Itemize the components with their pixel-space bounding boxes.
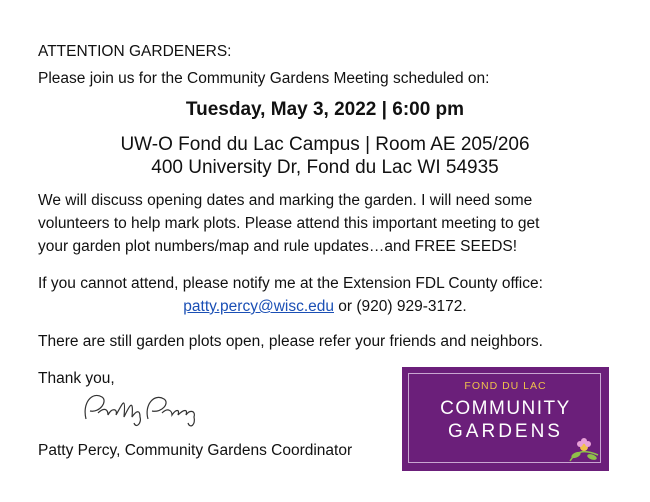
closing-text: Thank you, bbox=[38, 370, 115, 387]
flower-icon bbox=[566, 435, 602, 467]
event-date: Tuesday, May 3, 2022 | 6:00 pm bbox=[185, 99, 465, 120]
signature-name: Patty Percy, Community Gardens Coordinator bbox=[38, 442, 353, 459]
handwritten-signature bbox=[78, 383, 208, 433]
logo-top-text: FOND DU LAC bbox=[464, 380, 547, 392]
community-gardens-logo bbox=[402, 367, 609, 471]
heading: ATTENTION GARDENERS: bbox=[38, 43, 232, 60]
paragraph-line: volunteers to help mark plots. Please attend this important meeting to get bbox=[38, 215, 540, 232]
contact-text: If you cannot attend, please notify me at the Extension FDL County office: bbox=[38, 275, 543, 292]
intro-text: Please join us for the Community Gardens Meeting scheduled on: bbox=[38, 70, 490, 87]
phone-text: or (920) 929-3172. bbox=[334, 298, 467, 315]
venue-line-2: 400 University Dr, Fond du Lac WI 54935 bbox=[151, 157, 499, 178]
paragraph-line: your garden plot numbers/map and rule updates…and FREE SEEDS! bbox=[38, 238, 518, 255]
logo-bottom-text: GARDENS bbox=[448, 421, 563, 442]
venue-line-1: UW-O Fond du Lac Campus | Room AE 205/206 bbox=[120, 134, 530, 155]
email-link[interactable]: patty.percy@wisc.edu bbox=[183, 298, 334, 315]
contact-details bbox=[0, 297, 650, 317]
logo-middle-text: COMMUNITY bbox=[440, 398, 571, 419]
plots-note: There are still garden plots open, please refer your friends and neighbors. bbox=[38, 333, 543, 350]
paragraph-line: We will discuss opening dates and marking the garden. I will need some bbox=[38, 192, 533, 209]
